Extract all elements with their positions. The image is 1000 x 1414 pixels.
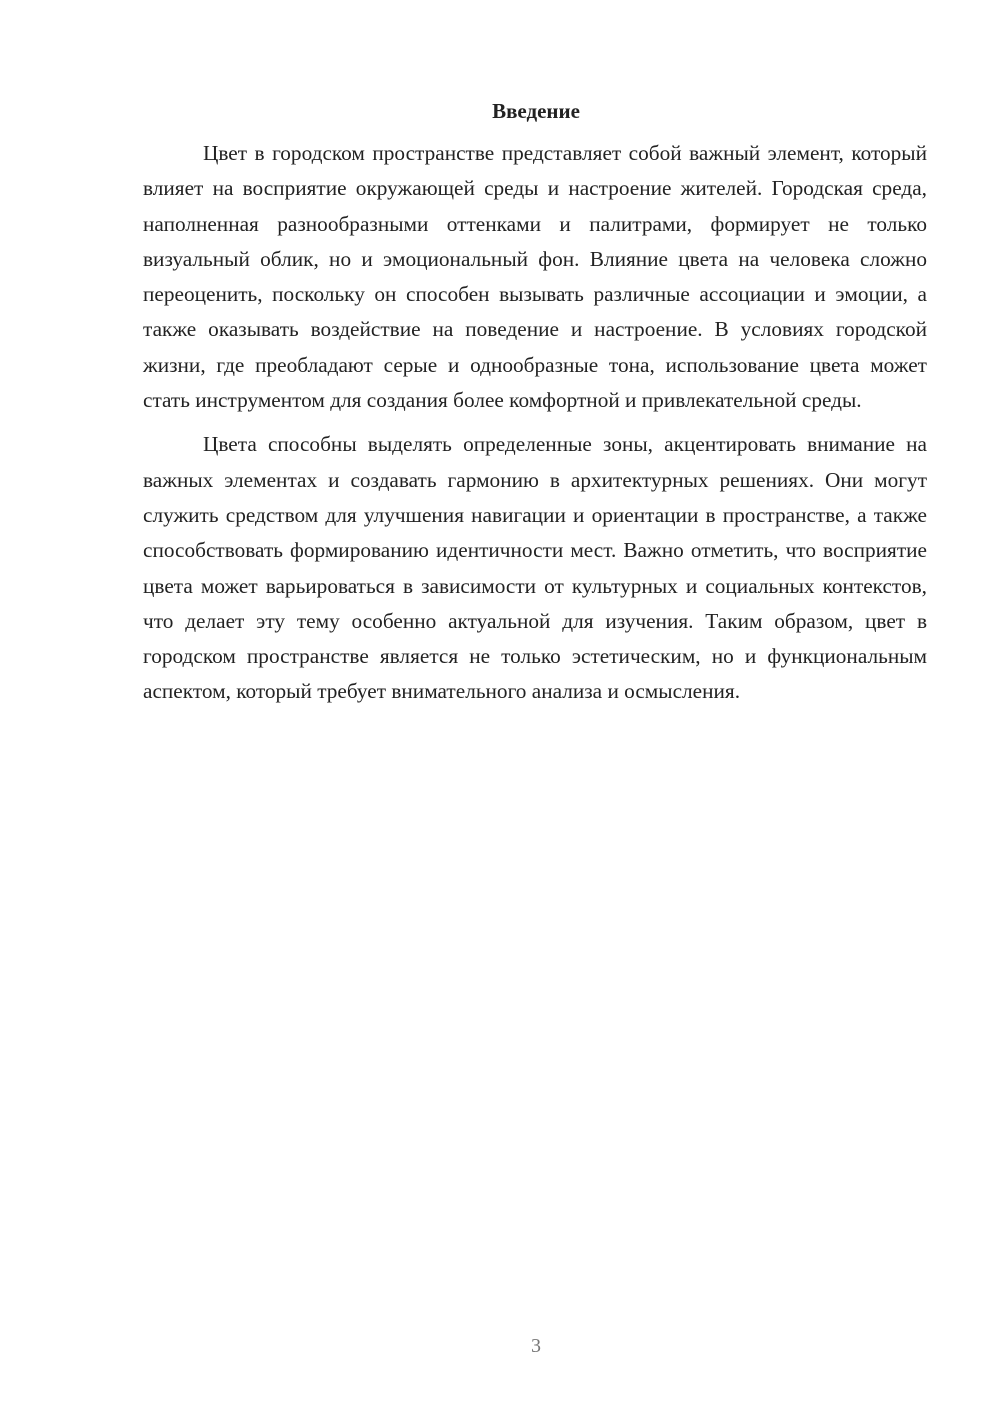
paragraph-1: Цвет в городском пространстве представляет собой важный элемент, который влияет на восприятие окружающей среды и настроение жителей. Городская среда, наполненная разнообразными оттенками и палитрами, формирует не только визуальный облик, но и эмоциональный фон. Влияние цвета на человека сложно переоценить, поскольку он способен вызывать различные ассоциации и эмоции, а также оказывать воздействие на поведение и настроение. В условиях городской жизни, где преобладают серые и однообразные тона, использование цвета может стать инструментом для создания более комфортной и привлекательной среды.: [143, 141, 927, 413]
paragraph-2: Цвета способны выделять определенные зоны, акцентировать внимание на важных элементах и создавать гармонию в архитектурных решениях. Они могут служить средством для улучшения навигации и ориентации в пространстве, а также способствовать формированию идентичности мест. Важно отметить, что восприятие цвета может варьироваться в зависимости от культурных и социальных контекстов, что делает эту тему особенно актуальной для изучения. Таким образом, цвет в городском пространстве является не только эстетическим, но и функциональным аспектом, который требует внимательного анализа и осмысления.: [143, 432, 927, 704]
page-content: [143, 96, 927, 710]
section-heading: Введение: [492, 99, 580, 123]
page-number: 3: [531, 1335, 541, 1357]
